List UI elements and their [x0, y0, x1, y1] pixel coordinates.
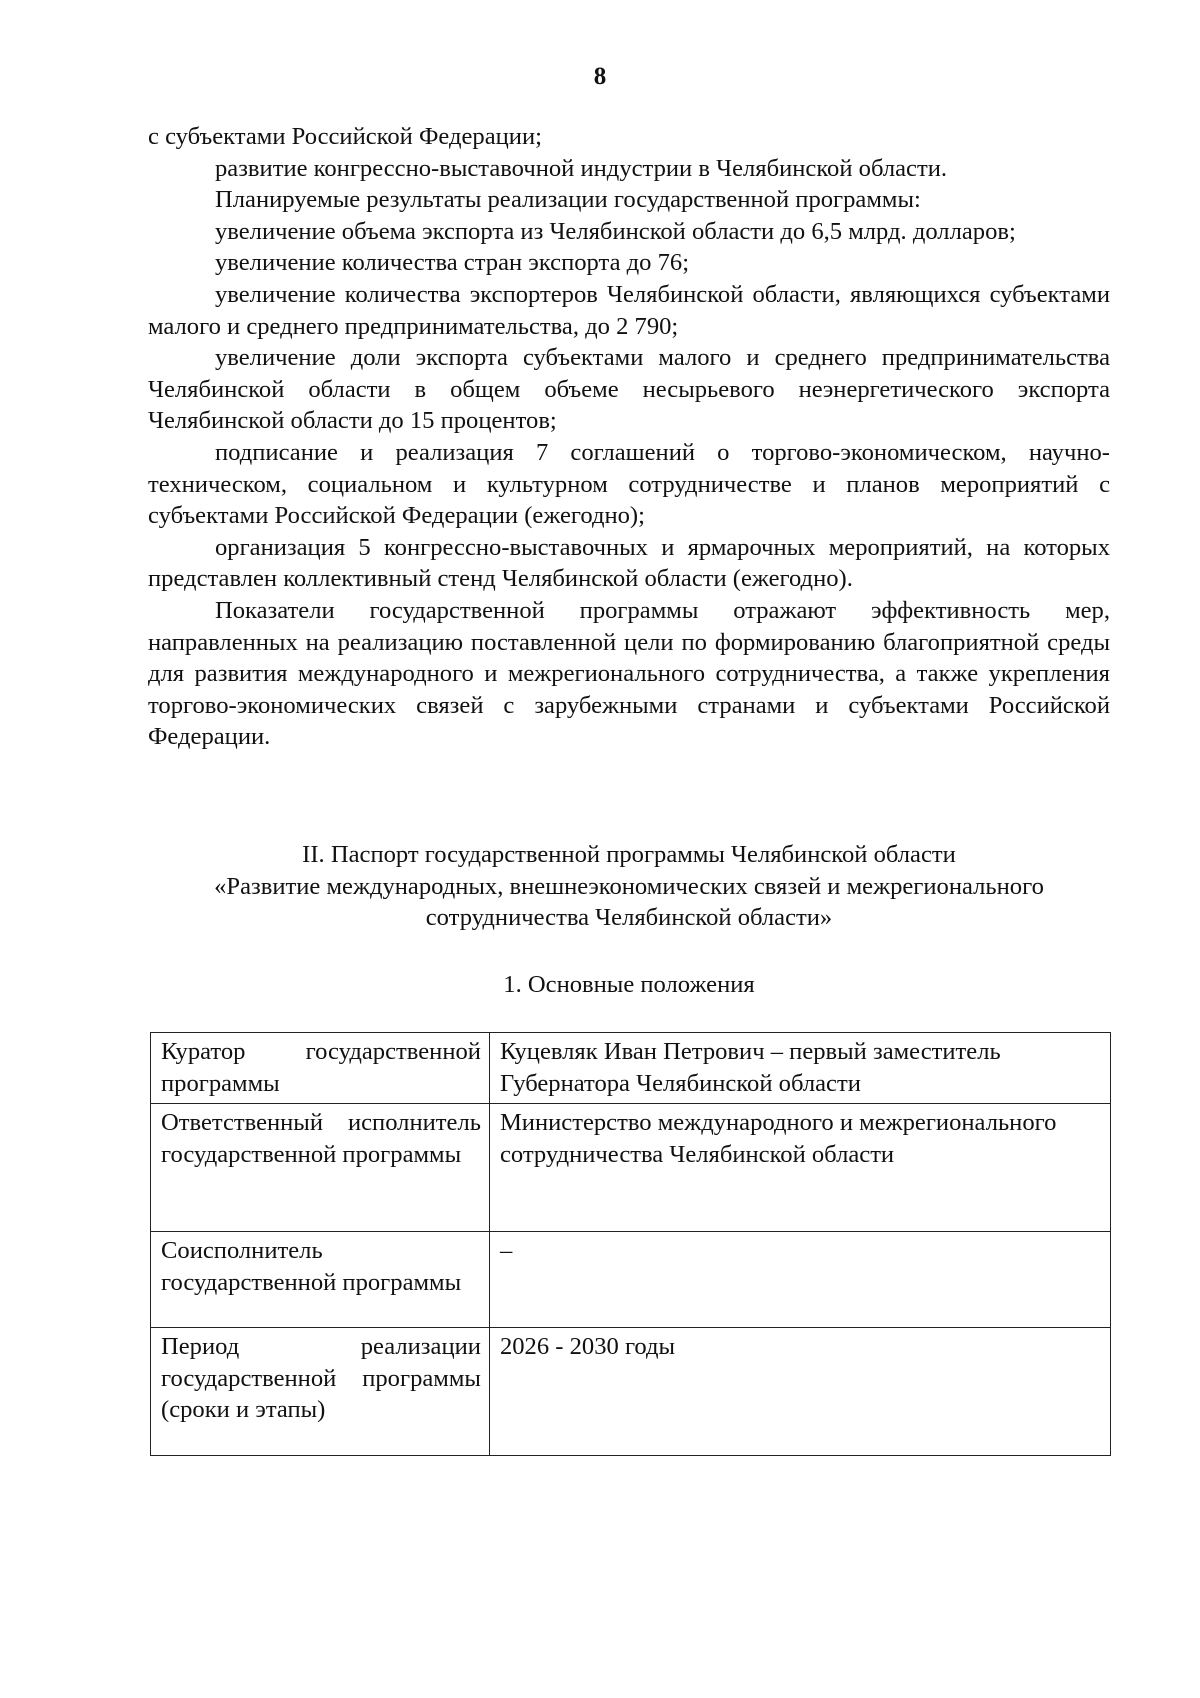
body-text [148, 121, 1110, 753]
section-heading [148, 839, 1110, 934]
table-cell-value: Куцевляк Иван Петрович – первый заместитель Губернатора Челябинской области [489, 1033, 1110, 1104]
subsection-title: 1. Основные положения [503, 971, 755, 998]
paragraph: развитие конгрессно-выставочной индустрии в Челябинской области. [215, 154, 948, 182]
table-cell-value: 2026 - 2030 годы [489, 1328, 1110, 1456]
section-heading-line: II. Паспорт государственной программы Челябинской области [302, 841, 956, 868]
paragraph: Показатели государственной программы отражают эффективность мер, направленных на реализацию поставленной цели по формированию благоприятной среды для развития международного и межрегионального сотрудничества, а также укрепления торгово-экономических связей с зарубежными странами и субъектами Российской Федерации. [148, 596, 1110, 751]
paragraph: с субъектами Российской Федерации; [148, 123, 542, 150]
paragraph: увеличение количества стран экспорта до 76; [215, 249, 690, 277]
table-row [151, 1033, 1111, 1104]
paragraph: организация 5 конгрессно-выставочных и ярмарочных мероприятий, на которых представлен коллективный стенд Челябинской области (ежегодно). [148, 533, 1110, 593]
paragraph: увеличение объема экспорта из Челябинской области до 6,5 млрд. долларов; [215, 217, 1016, 245]
table-row [151, 1232, 1111, 1328]
table-row [151, 1328, 1111, 1456]
section-heading-line: сотрудничества Челябинской области» [425, 904, 833, 932]
table-cell-value: Министерство международного и межрегионального сотрудничества Челябинской области [489, 1104, 1110, 1232]
table-cell-label: Соисполнитель государственной программы [151, 1232, 490, 1328]
page-number: 8 [593, 63, 607, 90]
paragraph: увеличение доли экспорта субъектами малого и среднего предпринимательства Челябинской области в общем объеме несырьевого неэнергетического экспорта Челябинской области до 15 процентов; [148, 344, 1110, 435]
table-cell-label: Период реализации государственной программы (сроки и этапы) [151, 1328, 490, 1456]
passport-table [150, 1032, 1111, 1456]
section-heading-line: «Развитие международных, внешнеэкономических связей и межрегионального [214, 872, 1044, 900]
table-cell-label: Ответственный исполнитель государственной программы [151, 1104, 490, 1232]
table-row [151, 1104, 1111, 1232]
paragraph: подписание и реализация 7 соглашений о торгово-экономическом, научно-техническом, социальном и культурном сотрудничестве и планов мероприятий с субъектами Российской Федерации (ежегодно); [148, 438, 1110, 530]
paragraph: увеличение количества экспортеров Челябинской области, являющихся субъектами малого и среднего предпринимательства, до 2 790; [148, 280, 1110, 340]
table-cell-value: – [489, 1232, 1110, 1328]
table-cell-label: Куратор государственной программы [151, 1033, 490, 1104]
paragraph: Планируемые результаты реализации государственной программы: [215, 186, 921, 214]
